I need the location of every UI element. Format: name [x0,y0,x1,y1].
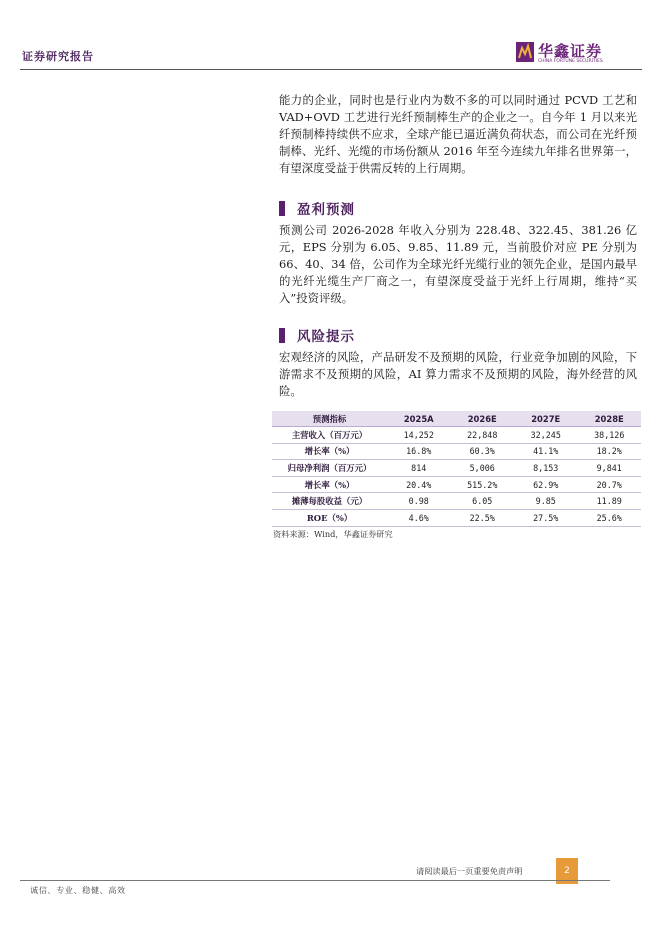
table-cell: 0.98 [387,493,451,510]
table-cell: 14,252 [387,427,451,444]
table-cell: 41.1% [514,443,578,460]
table-row [272,493,641,510]
table-cell: 38,126 [578,427,642,444]
section-marker [279,201,285,216]
table-row [272,443,641,460]
table-cell: 6.05 [451,493,515,510]
footer-motto: 诚信、专业、稳健、高效 [30,885,126,895]
column-header: 2028E [578,411,642,427]
table-cell: 4.6% [387,509,451,526]
intro-block [279,92,637,177]
table-cell: 22.5% [451,509,515,526]
risk-paragraph: 宏观经济的风险，产品研发不及预期的风险，行业竞争加剧的风险，下游需求不及预期的风险，AI 算力需求不及预期的风险，海外经营的风险。 [279,350,637,398]
logo-text: 华鑫证券 [538,42,603,60]
table-cell: 515.2% [451,476,515,493]
section-marker [279,328,285,343]
row-label: 摊薄每股收益（元） [272,493,387,510]
profit-forecast-paragraph: 预测公司 2026-2028 年收入分别为 228.48、322.45、381.26 亿元，EPS 分别为 6.05、9.85、11.89 元，当前股价对应 PE 分别为 66、40、34 倍，公司作为全球光纤光缆行业的领先企业，是国内最早的光纤光缆生产厂商之一，有望深度受益于光纤上行周期，维持“买入”投资评级。 [279,223,637,305]
column-header: 2025A [387,411,451,427]
page-number: 2 [556,858,578,884]
table-cell: 11.89 [578,493,642,510]
table-cell: 9.85 [514,493,578,510]
column-header: 预测指标 [272,411,387,427]
header-divider [20,69,642,70]
report-type-label: 证券研究报告 [22,50,94,63]
table-row [272,476,641,493]
row-label: 增长率（%） [272,476,387,493]
profit-forecast-heading [279,199,355,217]
table-header-row [272,411,641,427]
company-logo [516,40,626,68]
footer-divider [20,880,610,881]
table-cell: 62.9% [514,476,578,493]
row-label: 增长率（%） [272,443,387,460]
table-cell: 18.2% [578,443,642,460]
section-title: 盈利预测 [297,202,355,218]
table-row [272,460,641,477]
table-cell: 5,006 [451,460,515,477]
table-cell: 9,841 [578,460,642,477]
risk-heading [279,326,355,344]
risk-block [279,349,637,400]
table-row [272,509,641,526]
logo-subtitle: CHINA FORTUNE SECURITIES [538,59,603,64]
profit-forecast-block [279,222,637,307]
forecast-table [272,411,641,527]
table-cell: 22,848 [451,427,515,444]
table-source: 资料来源：Wind，华鑫证券研究 [273,529,393,539]
column-header: 2027E [514,411,578,427]
table-cell: 814 [387,460,451,477]
row-label: ROE（%） [272,509,387,526]
disclaimer-note: 请阅读最后一页重要免责声明 [416,866,523,876]
table-cell: 16.8% [387,443,451,460]
table-row [272,427,641,444]
column-header: 2026E [451,411,515,427]
intro-paragraph: 能力的企业，同时也是行业内为数不多的可以同时通过 PCVD 工艺和 VAD+OVD 工艺进行光纤预制棒生产的企业之一。自今年 1 月以来光纤预制棒持续供不应求，全球产能已逼近满负荷状态，而公司在光纤预制棒、光纤、光缆的市场份额从 2016 年至今连续九年排名世界第一，有望深度受益于供需反转的上行周期。 [279,93,637,175]
table-cell: 8,153 [514,460,578,477]
table-cell: 27.5% [514,509,578,526]
row-label: 主营收入（百万元） [272,427,387,444]
table-cell: 32,245 [514,427,578,444]
table-cell: 25.6% [578,509,642,526]
table-cell: 20.4% [387,476,451,493]
section-title: 风险提示 [297,329,355,345]
table-cell: 60.3% [451,443,515,460]
logo-icon [516,42,534,62]
table-cell: 20.7% [578,476,642,493]
row-label: 归母净利润（百万元） [272,460,387,477]
